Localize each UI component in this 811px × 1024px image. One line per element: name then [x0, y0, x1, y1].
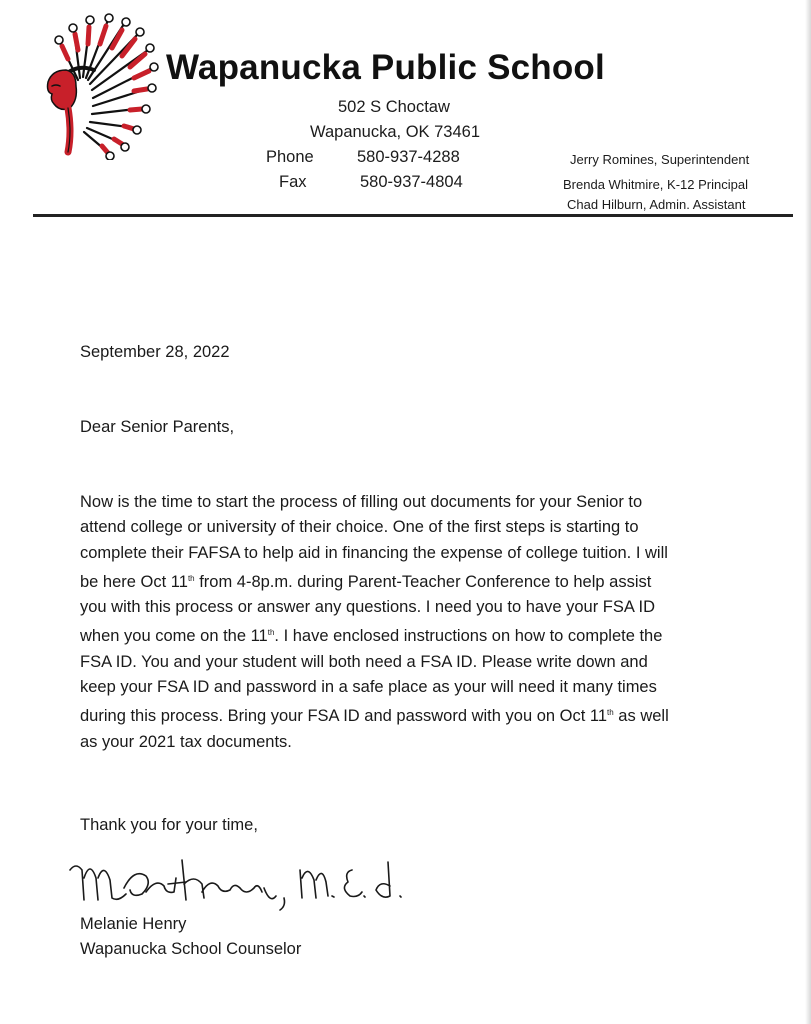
staff-principal: Brenda Whitmire, K-12 Principal — [563, 177, 748, 192]
signer-title: Wapanucka School Counselor — [80, 940, 302, 958]
salutation: Dear Senior Parents, — [80, 418, 235, 436]
body-line: Now is the time to start the process of filling out documents for your Senior to — [80, 493, 643, 511]
body-line: as your 2021 tax documents. — [80, 732, 292, 751]
letter-body — [80, 490, 740, 755]
phone-number: 580-937-4288 — [357, 148, 460, 166]
handwritten-signature — [64, 848, 424, 918]
staff-admin-assistant: Chad Hilburn, Admin. Assistant — [567, 197, 746, 212]
fax-number: 580-937-4804 — [360, 173, 463, 191]
body-line: keep your FSA ID and password in a safe place as your will need it many times — [80, 678, 657, 697]
fax-label: Fax — [279, 173, 307, 191]
phone-label: Phone — [266, 148, 314, 166]
body-line: FSA ID. You and your student will both need a FSA ID. Please write down and — [80, 652, 648, 671]
body-line: during this process. Bring your FSA ID and password with you on Oct 11th as well — [80, 707, 669, 726]
school-name: Wapanucka Public School — [166, 48, 605, 87]
address-line-2: Wapanucka, OK 73461 — [310, 123, 480, 141]
chief-headdress-logo-icon — [38, 12, 166, 160]
staff-superintendent: Jerry Romines, Superintendent — [570, 152, 750, 167]
body-line: be here Oct 11th from 4-8p.m. during Parent-Teacher Conference to help assist — [80, 572, 652, 591]
address-line-1: 502 S Choctaw — [338, 98, 450, 116]
body-line: when you come on the 11th. I have enclosed instructions on how to complete the — [80, 627, 663, 646]
closing: Thank you for your time, — [80, 816, 258, 834]
body-line: attend college or university of their choice. One of the first steps is starting to — [80, 518, 639, 537]
letterhead-divider — [33, 214, 793, 217]
body-line: complete their FAFSA to help aid in financing the expense of college tuition. I will — [80, 543, 668, 562]
signer-name: Melanie Henry — [80, 915, 187, 933]
body-line: you with this process or answer any questions. I need you to have your FSA ID — [80, 598, 656, 617]
page-edge-shadow — [805, 0, 811, 1024]
letter-date: September 28, 2022 — [80, 343, 230, 361]
